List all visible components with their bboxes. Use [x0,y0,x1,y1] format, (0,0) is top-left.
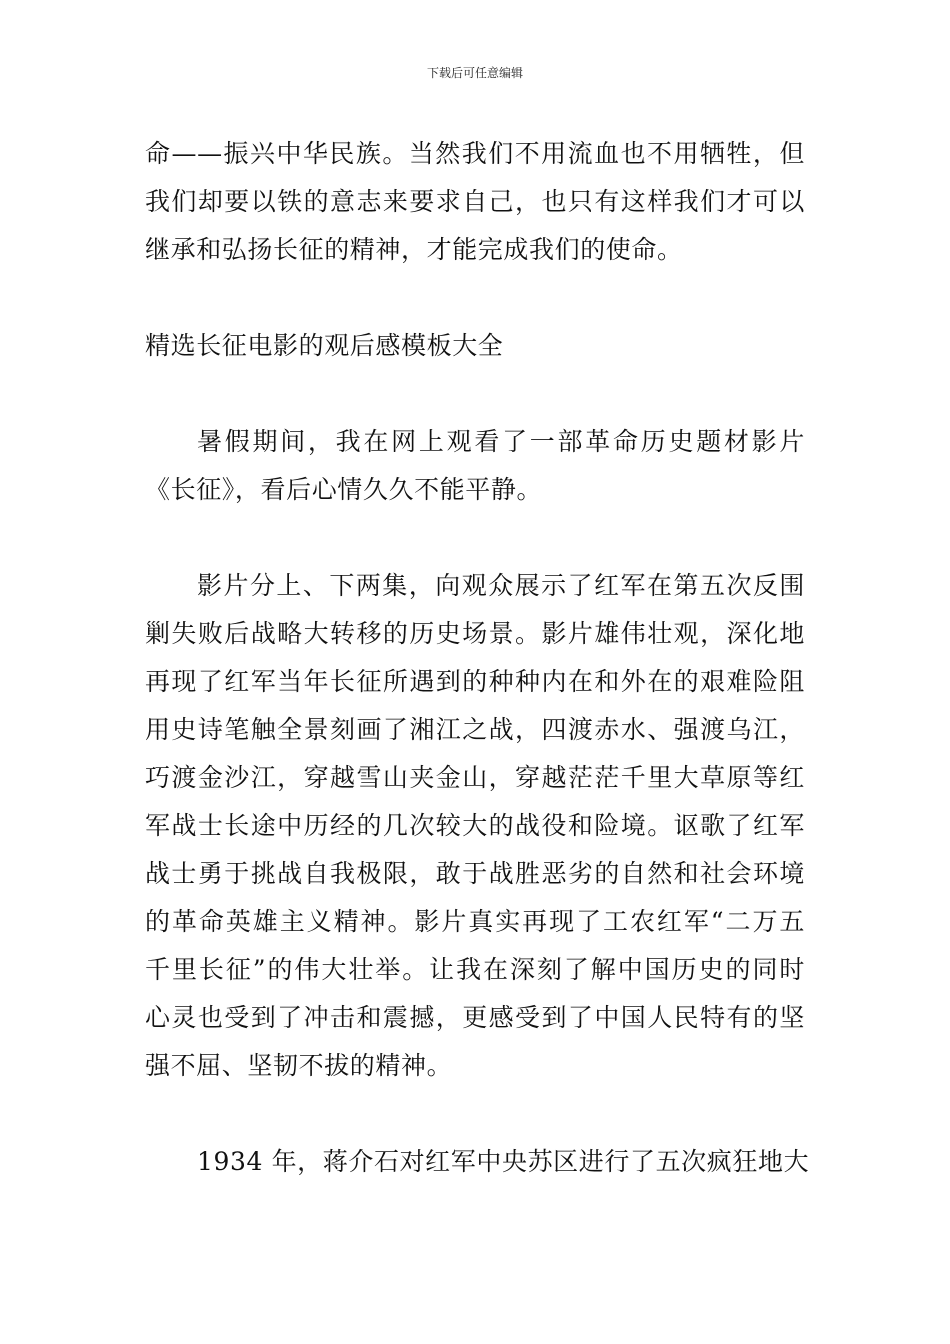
paragraph-line: 《长征》，看后心情久久不能平静。 [145,475,543,504]
paragraph-line: 千里长征”的伟大壮举。让我在深刻了解中国历史的同时 [145,955,805,984]
paragraph-line: 的革命英雄主义精神。影片真实再现了工农红军“二万五 [145,907,805,936]
page-header: 下载后可任意编辑 [426,66,523,80]
paragraph-line: 继承和弘扬长征的精神，才能完成我们的使命。 [145,235,683,264]
paragraph-2 [145,418,805,514]
paragraph-spacer [145,514,805,562]
document-body [145,130,810,1186]
paragraph-line: 强不屈、坚韧不拔的精神。 [145,1051,453,1080]
paragraph-line: 暑假期间，我在网上观看了一部革命历史题材影片 [197,427,805,456]
paragraph-line: 剿失败后战略大转移的历史场景。影片雄伟壮观，深化地 [145,619,805,648]
paragraph-line: 心灵也受到了冲击和震撼，更感受到了中国人民特有的坚 [145,1003,805,1032]
paragraph-spacer [145,274,805,322]
paragraph-line: 再现了红军当年长征所遇到的种种内在和外在的艰难险阻 [145,667,805,696]
paragraph-line: 命——振兴中华民族。当然我们不用流血也不用牺牲，但 [145,139,805,168]
paragraph-line: 军战士长途中历经的几次较大的战役和险境。讴歌了红军 [145,811,805,840]
paragraph-4 [145,1138,810,1186]
section-title: 精选长征电影的观后感模板大全 [145,331,504,360]
paragraph-line: 巧渡金沙江，穿越雪山夹金山，穿越茫茫千里大草原等红 [145,763,805,792]
paragraph-1 [145,130,805,274]
paragraph-spacer [145,1090,805,1138]
paragraph-line: 用史诗笔触全景刻画了湘江之战，四渡赤水、强渡乌江， [145,715,805,744]
paragraph-line: 影片分上、下两集，向观众展示了红军在第五次反围 [197,571,805,600]
paragraph-line: 战士勇于挑战自我极限，敢于战胜恶劣的自然和社会环境 [145,859,805,888]
paragraph-spacer [145,370,805,418]
paragraph-3 [145,562,805,1090]
paragraph-line: 1934 年，蒋介石对红军中央苏区进行了五次疯狂地大 [197,1147,810,1176]
paragraph-line: 我们却要以铁的意志来要求自己，也只有这样我们才可以 [145,187,805,216]
